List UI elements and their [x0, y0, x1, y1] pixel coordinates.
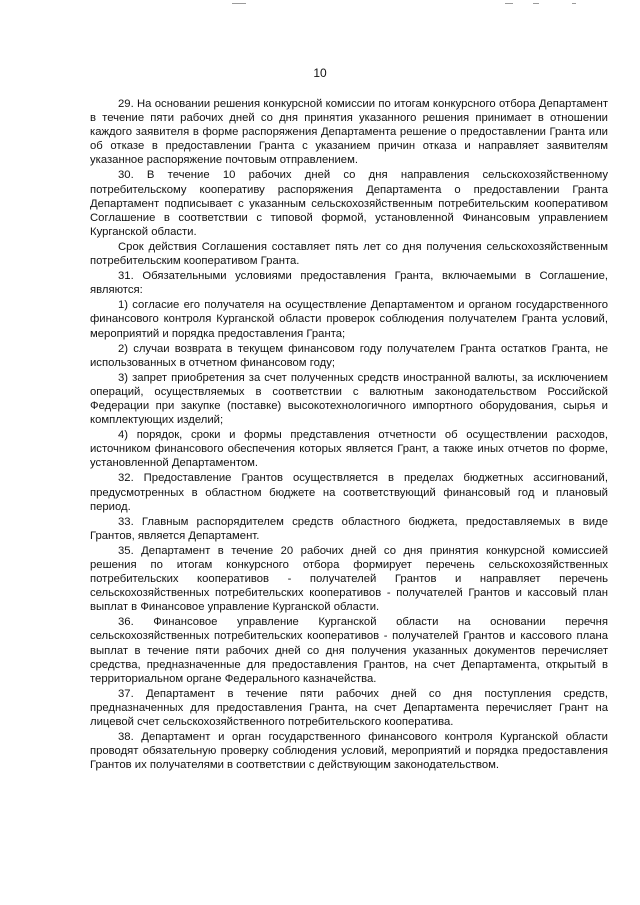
scan-artifact — [572, 3, 576, 4]
page-number: 10 — [313, 66, 327, 80]
paragraph-31-item-4: 4) порядок, сроки и формы представления отчетности об осуществлении расходов, источником финансового обеспечения которых является Грант, а также иных отчетов по форме, установленной Департаментом. — [90, 429, 608, 470]
scan-artifact — [232, 3, 246, 4]
paragraph-30-term: Срок действия Соглашения составляет пять лет со дня получения сельскохозяйственным потребительским кооперативом Гранта. — [90, 240, 608, 268]
paragraph-36: 36. Финансовое управление Курганской области на основании перечня сельскохозяйственных потребительских кооперативов - получателей Грантов и кассового плана выплат в течение пяти рабочих дней со дня получения указанных документов перечисляет средства, предназначенные для предоставления Грантов, на счет Департамента, открытый в территориальном органе Федерального казначейства. — [90, 616, 608, 685]
paragraph-31-item-1: 1) согласие его получателя на осуществление Департаментом и органом государственного финансового контроля Курганской области проверок соблюдения получателем Гранта условий, мероприятий и порядка предоставления Гранта; — [90, 299, 608, 340]
paragraph-33: 33. Главным распорядителем средств областного бюджета, предоставляемых в виде Грантов, является Департамент. — [90, 515, 608, 542]
scan-artifact — [505, 3, 513, 4]
paragraph-35: 35. Департамент в течение 20 рабочих дней со дня принятия конкурсной комиссией решения по итогам конкурсного отбора формирует перечень сельскохозяйственных потребительских кооперативов - получателей Грантов и направляет перечень сельскохозяйственных потребительских кооперативов - получателей Грантов и кассовый план выплат в Финансовое управление Курганской области. — [90, 544, 608, 614]
paragraph-31-item-3: 3) запрет приобретения за счет полученных средств иностранной валюты, за исключением операций, осуществляемых в соответствии с валютным законодательством Российской Федерации при закупке (поставке) высокотехнологичного импортного оборудования, сырья и комплектующих изделий; — [90, 371, 608, 427]
document-body — [90, 97, 608, 773]
paragraph-29: 29. На основании решения конкурсной комиссии по итогам конкурсного отбора Департамент в течение пяти рабочих дней со дня принятия указанного решения принимает в отношении каждого заявителя в форме распоряжения Департамента решение о предоставлении Гранта или об отказе в предоставлении Гранта с указанием причин отказа и направляет заявителям указанное распоряжение почтовым отправлением. — [90, 98, 608, 167]
paragraph-30: 30. В течение 10 рабочих дней со дня направления сельскохозяйственному потребительскому кооперативу распоряжения Департамента о предоставлении Гранта Департамент подписывает с указанным сельскохозяйственным потребительским кооперативом Соглашение в соответствии с типовой формой, установленной Финансовым управлением Курганской области. — [90, 169, 608, 238]
paragraph-31-item-2: 2) случаи возврата в текущем финансовом году получателем Гранта остатков Гранта, не использованных в отчетном финансовом году; — [90, 342, 608, 369]
paragraph-37: 37. Департамент в течение пяти рабочих дней со дня поступления средств, предназначенных для предоставления Гранта, на счет Департамента перечисляет Грант на лицевой счет сельскохозяйственного потребительского кооператива. — [90, 687, 608, 729]
paragraph-32: 32. Предоставление Грантов осуществляется в пределах бюджетных ассигнований, предусмотренных в областном бюджете на соответствующий финансовый год и плановый период. — [90, 472, 608, 513]
paragraph-38: 38. Департамент и орган государственного финансового контроля Курганской области проводят обязательную проверку соблюдения условий, мероприятий и порядка предоставления Грантов их получателями в соответствии с действующим законодательством. — [90, 731, 608, 772]
paragraph-31: 31. Обязательными условиями предоставления Гранта, включаемыми в Соглашение, являются: — [90, 270, 608, 297]
scan-artifact — [533, 3, 539, 4]
